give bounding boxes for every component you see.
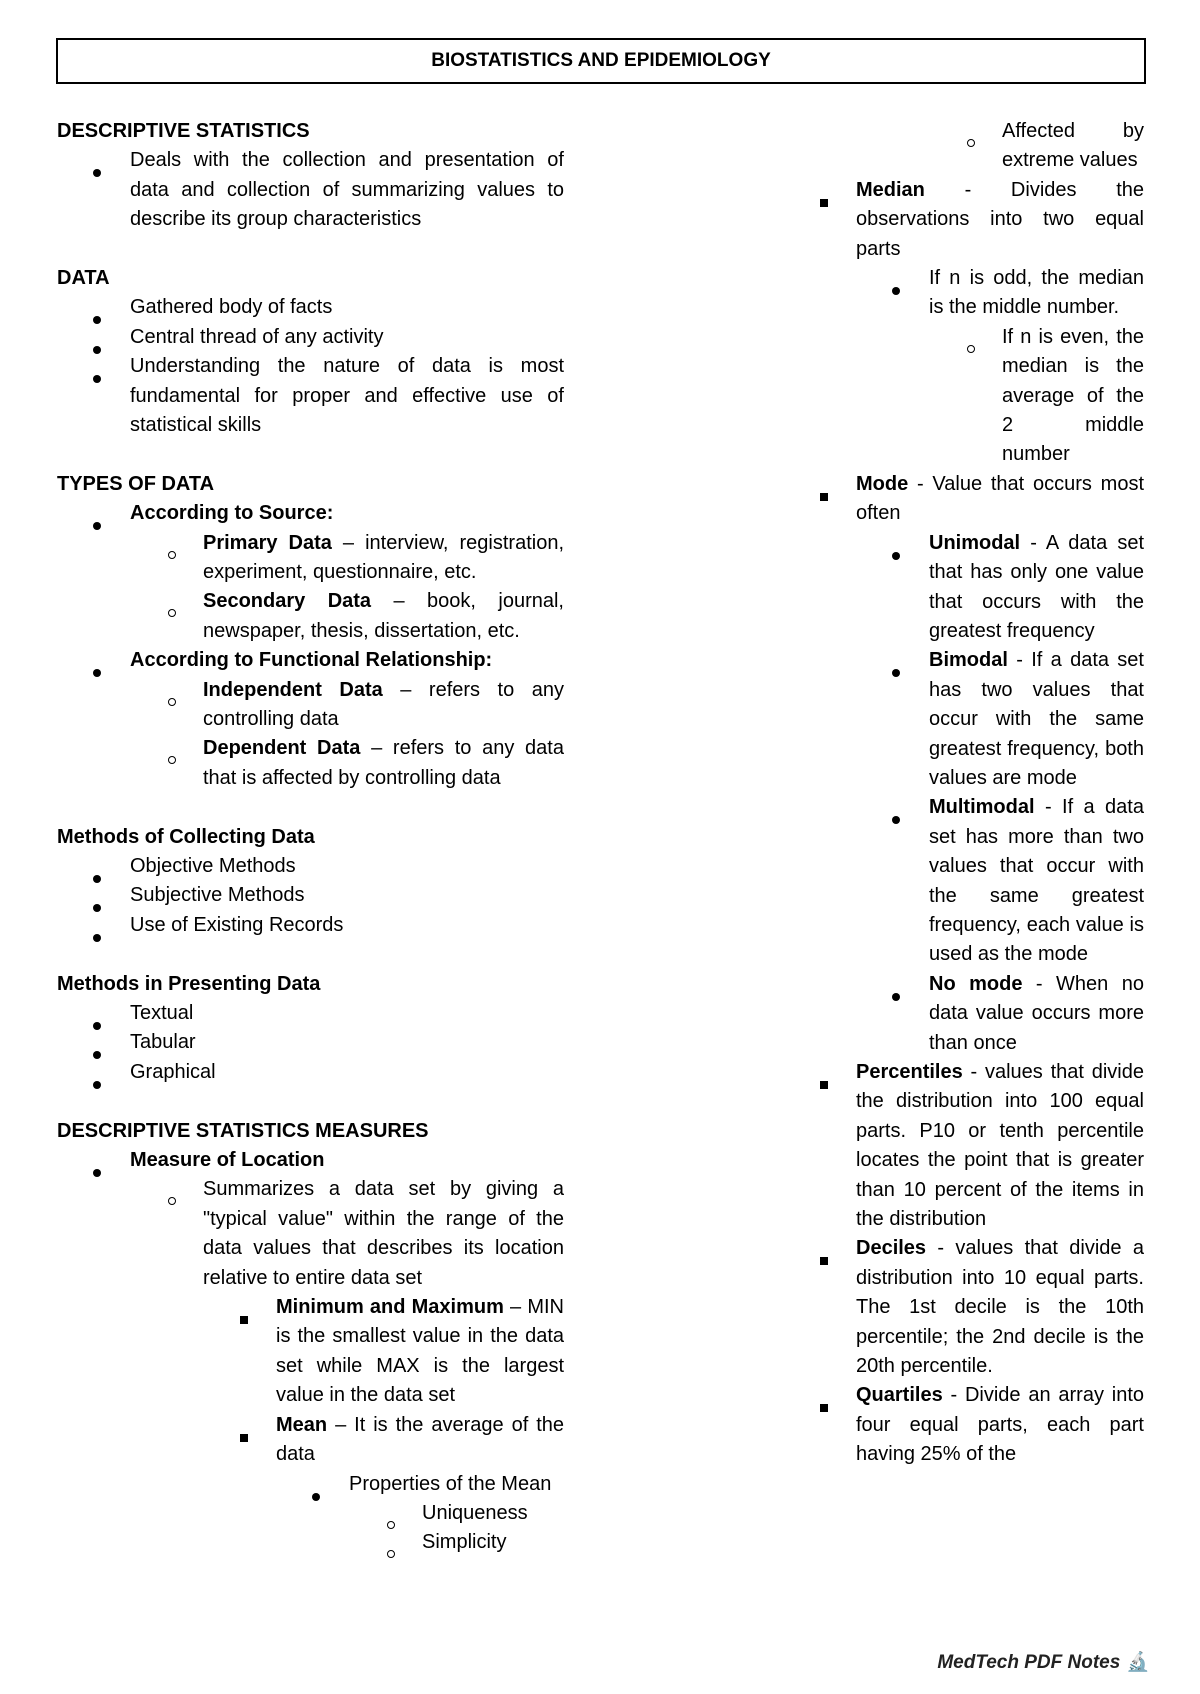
list-item: Deals with the collection and presentation of data and collection of summarizing values to describe its group characteristics	[130, 146, 564, 234]
circle-bullet-icon	[967, 345, 975, 353]
page-title: BIOSTATISTICS AND EPIDEMIOLOGY	[56, 38, 1146, 84]
list-item: Use of Existing Records	[130, 911, 564, 940]
microscope-icon: 🔬	[1126, 1652, 1150, 1673]
list-item: Mean – It is the average of the data	[276, 1411, 564, 1470]
bullet-icon	[93, 1051, 101, 1059]
footer	[937, 1650, 1150, 1674]
heading-data: DATA	[57, 267, 110, 289]
list-item: Bimodal - If a data set has two values that occur with the same greatest frequency, both values are mode	[929, 646, 1144, 793]
left-column	[57, 117, 564, 1558]
bullet-icon	[93, 346, 101, 354]
list-item: Independent Data – refers to any controlling data	[203, 676, 564, 735]
bullet-icon	[93, 169, 101, 177]
bullet-icon	[312, 1493, 320, 1501]
circle-bullet-icon	[168, 1197, 176, 1205]
bullet-icon	[892, 816, 900, 824]
square-bullet-icon	[820, 1081, 828, 1089]
heading-types-of-data: TYPES OF DATA	[57, 472, 215, 495]
list-item: Textual	[130, 999, 564, 1028]
bullet-icon	[93, 875, 101, 883]
list-item: Dependent Data – refers to any data that is affected by controlling data	[203, 734, 564, 793]
list-item: Objective Methods	[130, 852, 564, 881]
square-bullet-icon	[820, 493, 828, 501]
list-item: Uniqueness	[422, 1499, 564, 1528]
bullet-icon	[93, 1022, 101, 1030]
list-item: If n is even, the median is the average of the 2 middle number	[1002, 323, 1144, 470]
list-item: If n is odd, the median is the middle number.	[929, 264, 1144, 323]
list-item: Primary Data – interview, registration, experiment, questionnaire, etc.	[203, 529, 564, 588]
heading-methods-collecting: Methods of Collecting Data	[57, 825, 315, 848]
right-column	[818, 117, 1144, 1470]
circle-bullet-icon	[168, 756, 176, 764]
list-item: Simplicity	[422, 1528, 564, 1557]
circle-bullet-icon	[387, 1521, 395, 1529]
bullet-icon	[892, 552, 900, 560]
circle-bullet-icon	[967, 139, 975, 147]
list-item: Tabular	[130, 1028, 564, 1057]
circle-bullet-icon	[168, 698, 176, 706]
list-item: No mode - When no data value occurs more than once	[929, 970, 1144, 1058]
heading-descriptive-statistics: DESCRIPTIVE STATISTICS	[57, 120, 310, 142]
heading-measures: DESCRIPTIVE STATISTICS MEASURES	[57, 1119, 429, 1142]
bullet-icon	[93, 904, 101, 912]
square-bullet-icon	[820, 199, 828, 207]
bullet-icon	[892, 993, 900, 1001]
list-item: Graphical	[130, 1058, 564, 1087]
list-item: Summarizes a data set by giving a "typical value" within the range of the data values that describes its location relative to entire data set	[203, 1175, 564, 1293]
bullet-icon	[93, 669, 101, 677]
bullet-icon	[93, 1081, 101, 1089]
list-item: Percentiles - values that divide the distribution into 100 equal parts. P10 or tenth percentile locates the point that is greater than 10 percent of the items in the distribution	[856, 1058, 1144, 1234]
bullet-icon	[93, 522, 101, 530]
circle-bullet-icon	[168, 609, 176, 617]
square-bullet-icon	[240, 1434, 248, 1442]
bullet-icon	[93, 375, 101, 383]
bullet-icon	[93, 316, 101, 324]
list-item: Deciles - values that divide a distribution into 10 equal parts. The 1st decile is the 10th percentile; the 2nd decile is the 20th percentile.	[856, 1234, 1144, 1381]
footer-text: MedTech PDF Notes	[937, 1652, 1121, 1673]
list-item: Mode - Value that occurs most often	[856, 470, 1144, 529]
heading-methods-presenting: Methods in Presenting Data	[57, 972, 321, 995]
circle-bullet-icon	[387, 1550, 395, 1558]
list-item: Quartiles - Divide an array into four equal parts, each part having 25% of the	[856, 1381, 1144, 1469]
list-item: Measure of Location	[130, 1146, 564, 1175]
list-item: Minimum and Maximum – MIN is the smallest value in the data set while MAX is the largest value in the data set	[276, 1293, 564, 1411]
list-item: Subjective Methods	[130, 881, 564, 910]
list-item: Affected by extreme values	[1002, 117, 1144, 176]
bullet-icon	[93, 1169, 101, 1177]
square-bullet-icon	[820, 1404, 828, 1412]
bullet-icon	[892, 669, 900, 677]
bullet-icon	[93, 934, 101, 942]
square-bullet-icon	[240, 1316, 248, 1324]
list-item: Unimodal - A data set that has only one value that occurs with the greatest frequency	[929, 529, 1144, 647]
list-item: According to Functional Relationship:	[130, 646, 564, 675]
list-item: Secondary Data – book, journal, newspaper, thesis, dissertation, etc.	[203, 587, 564, 646]
list-item: According to Source:	[130, 499, 564, 528]
square-bullet-icon	[820, 1257, 828, 1265]
list-item: Properties of the Mean	[349, 1470, 564, 1499]
list-item: Multimodal - If a data set has more than two values that occur with the same greatest frequency, each value is used as the mode	[929, 793, 1144, 969]
bullet-icon	[892, 287, 900, 295]
list-item: Median - Divides the observations into two equal parts	[856, 176, 1144, 264]
list-item: Understanding the nature of data is most fundamental for proper and effective use of statistical skills	[130, 352, 564, 440]
list-item: Central thread of any activity	[130, 323, 564, 352]
circle-bullet-icon	[168, 551, 176, 559]
list-item: Gathered body of facts	[130, 293, 564, 322]
